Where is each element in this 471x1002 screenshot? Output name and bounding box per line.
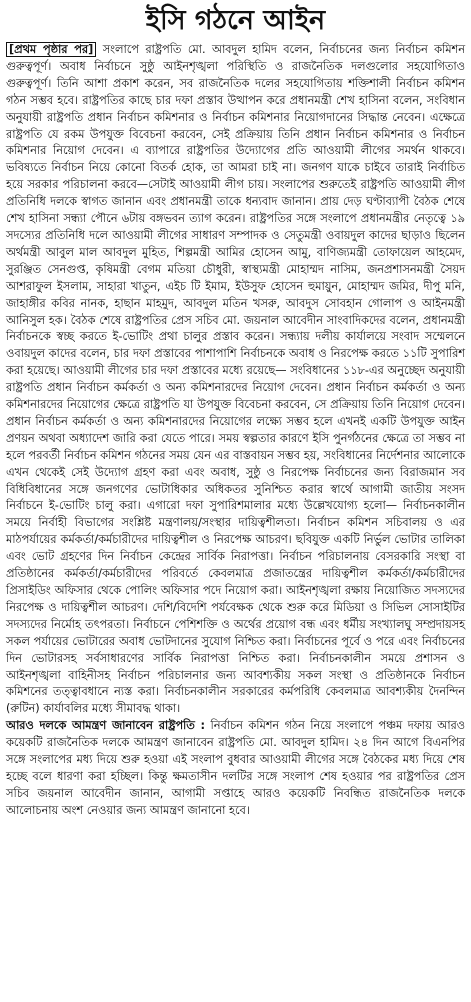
paragraph-1-text: সংলাপে রাষ্ট্রপতি মো. আবদুল হামিদ বলেন, নির্বাচনের জন্য নির্বাচন কমিশন গুরুত্বপূর্ণ। অবাধ নির্বাচনে সুষ্ঠু আইনশৃঙ্খলা পরিস্থিতি ও রাজনৈতিক দলগুলোর সহযোগিতাও গুরুত্বপূর্ণ। তিনি আশা প্রকাশ করেন, সব রাজনৈতিক দলের সহযোগিতায় শক্তিশালী নির্বাচন কমিশন গঠন সম্ভব হবে। রাষ্ট্রপতির কাছে চার দফা প্রস্তাব উত্থাপন করে প্রধানমন্ত্রী শেখ হাসিনা বলেন, সংবিধান অনুযায়ী রাষ্ট্রপতি প্রধান নির্বাচন কমিশনার ও নির্বাচন কমিশনার নিয়োগদানের সিদ্ধান্ত নেবেন। এক্ষেত্রে রাষ্ট্রপতি যে রকম উপযুক্ত বিবেচনা করবেন, সেই প্রক্রিয়ায় তিনি প্রধান নির্বাচন কমিশনার ও নির্বাচন কমিশনার নিয়োগ দেবেন। এ ব্যাপারে রাষ্ট্রপতির উদ্যোগের প্রতি আওয়ামী লীগের সমর্থন থাকবে। ভবিষ্যতে নির্বাচন নিয়ে কোনো বিতর্ক হোক, তা আমরা চাই না। জনগণ যাকে চাইবে তারাই নির্বাচিত হয়ে সরকার পরিচালনা করবে—সেটাই আওয়ামী লীগ চায়। সংলাপের শুরুতেই রাষ্ট্রপতি আওয়ামী লীগ প্রতিনিধি দলকে স্বাগত জানান এবং প্রধানমন্ত্রী তাকে ধন্যবাদ জানান। প্রায় দেড় ঘণ্টাব্যাপী বৈঠক শেষে শেখ হাসিনা সন্ধ্যা পৌনে ৬টায় বঙ্গভবন ত্যাগ করেন। রাষ্ট্রপতির সঙ্গে সংলাপে প্রধানমন্ত্রীর নেতৃত্বে ১৯ সদস্যের প্রতিনিধি দলে আওয়ামী লীগের সাধারণ সম্পাদক ও সেতুমন্ত্রী ওবায়দুল কাদের ছাড়াও ছিলেন অর্থমন্ত্রী আবুল মাল আবদুল মুহিত, শিল্পমন্ত্রী আমির হোসেন আমু, বাণিজ্যমন্ত্রী তোফায়েল আহমেদ, সুরঞ্জিত সেনগুপ্ত, কৃষিমন্ত্রী বেগম মতিয়া চৌধুরী, স্বাস্থ্যমন্ত্রী মোহাম্মদ নাসিম, জনপ্রশাসনমন্ত্রী সৈয়দ আশরাফুল ইসলাম, সাহারা খাতুন, এইচ টি ইমাম, ইউসুফ হোসেন হুমায়ুন, মোহাম্মদ জমির, দীপু মনি, জাহাঙ্গীর কবির নানক, হাছান মাহমুদ, আবদুল মতিন খসরু, আবদুস সোবহান গোলাপ ও আইনমন্ত্রী আনিসুল হক। বৈঠক শেষে রাষ্ট্রপতির প্রেস সচিব মো. জয়নাল আবেদীন সাংবাদিকদের বলেন, প্রধানমন্ত্রী নির্বাচনকে স্বচ্ছ করতে ই-ভোটিং প্রথা চালুর প্রস্তাব করেন। সন্ধ্যায় দলীয় কার্যালয়ে সংবাদ সম্মেলনে ওবায়দুল কাদের বলেন, চার দফা প্রস্তাবের পাশাপাশি নির্বাচনকে অবাধ ও নিরপেক্ষ করতে ১১টি সুপারিশ করা হয়েছে। আওয়ামী লীগের চার দফা প্রস্তাবের মধ্যে রয়েছে— সংবিধানের ১১৮-এর অনুচ্ছেদ অনুযায়ী রাষ্ট্রপতি প্রধান নির্বাচন কর্মকর্তা ও অন্য কমিশনারদের নিয়োগ দেবেন। প্রধান নির্বাচন কর্মকর্তা ও অন্য কমিশনারদের নিয়োগের ক্ষেত্রে রাষ্ট্রপতি যা উপযুক্ত বিবেচনা করবেন, সে প্রক্রিয়ায় তিনি নিয়োগ দেবেন। প্রধান নির্বাচন কর্মকর্তা ও অন্য কমিশনারদের নিয়োগের লক্ষ্যে সম্ভব হলে এখনই একটি উপযুক্ত আইন প্রণয়ন অথবা অধ্যাদেশ জারি করা যেতে পারে। সময় স্বল্পতার কারণে ইসি পুনর্গঠনের ক্ষেত্রে তা সম্ভব না হলে পরবর্তী নির্বাচন কমিশন গঠনের সময় যেন এর বাস্তবায়ন সম্ভব হয়, সংবিধানের নির্দেশনার আলোকে এখন থেকেই সেই উদ্যোগ গ্রহণ করা এবং অবাধ, সুষ্ঠু ও নিরপেক্ষ নির্বাচনের জন্য বিরাজমান সব বিধিবিধানের সঙ্গে জনগণের ভোটাধিকার অধিকতর সুনিশ্চিত করার স্বার্থে আগামী জাতীয় সংসদ নির্বাচনে ই-ভোটিং চালু করা। এগারো দফা সুপারিশমালার মধ্যে উল্লেখযোগ্য হলো— নির্বাচনকালীন সময়ে নির্বাহী বিভাগের সংশ্লিষ্ট মন্ত্রণালয়/সংস্থার দায়িত্বশীলতা। নির্বাচন কমিশন সচিবালয় ও এর মাঠপর্যায়ের কর্মকর্তা/কর্মচারীদের দায়িত্বশীল ও নিরপেক্ষ আচরণ। ছবিযুক্ত একটি নির্ভুল ভোটার তালিকা এবং ভোট গ্রহণের দিন নির্বাচন কেন্দ্রের সার্বিক নিরাপত্তা। নির্বাচন পরিচালনায় বেসরকারি সংস্থা বা প্রতিষ্ঠানের কর্মকর্তা/কর্মচারীদের পরিবর্তে কেবলমাত্র প্রজাতন্ত্রের দায়িত্বশীল কর্মকর্তা/কর্মচারীদের প্রিসাইডিং অফিসার থেকে পোলিং অফিসার পদে নিয়োগ করা। আইনশৃঙ্খলা রক্ষায় নিয়োজিত সদস্যদের নিরপেক্ষ ও দায়িত্বশীল আচরণ। দেশি/বিদেশি পর্যবেক্ষক থেকে শুরু করে মিডিয়া ও সিভিল সোসাইটির সদস্যদের নির্মোহ তৎপরতা। নির্বাচনে পেশিশক্তি ও অর্থের প্রয়োগ বন্ধ এবং ধর্মীয় সংখ্যালঘু সম্প্রদায়সহ সকল পর্যায়ের ভোটারের অবাধ ভোটদানের সুযোগ নিশ্চিত করা। নির্বাচনের পূর্বে ও পরে এবং নির্বাচনের দিন ভোটারসহ সর্বসাধারণের সার্বিক নিরাপত্তা নিশ্চিত করা। নির্বাচনকালীন সময়ে প্রশাসন ও আইনশৃঙ্খলা বাহিনীসহ নির্বাচন পরিচালনার জন্য আবশ্যকীয় সকল সংস্থা ও প্রতিষ্ঠানকে নির্বাচন কমিশনের তত্ত্বাবধানে ন্যস্ত করা। নির্বাচনকালীন সরকারের কর্মপরিধি কেবলমাত্র আবশ্যকীয় দৈনন্দিন (রুটিন) কার্যাবলির মধ্যে সীমাবদ্ধ থাকা। <box>6 43 465 716</box>
article-paragraph-2 <box>6 718 465 819</box>
article-body <box>6 42 465 820</box>
paragraph-2-text: নির্বাচন কমিশন গঠন নিয়ে সংলাপে পঞ্চম দফায় আরও কয়েকটি রাজনৈতিক দলকে আমন্ত্রণ জানাবেন রাষ্ট্রপতি মো. আবদুল হামিদ। ২৪ দিন আগে বিএনপির সঙ্গে সংলাপের মধ্য দিয়ে শুরু হওয়া এই সংলাপ বুধবার আওয়ামী লীগের সঙ্গে বৈঠকের মধ্য দিয়ে শেষ হচ্ছে বলে ধারণা করা হচ্ছিল। কিন্তু ক্ষমতাসীন দলটির সঙ্গে সংলাপ শেষ হওয়ার পর রাষ্ট্রপতির প্রেস সচিব জয়নাল আবেদীন জানান, আগামী সপ্তাহে আরও কয়েকটি নিবন্ধিত রাজনৈতিক দলকে আলোচনায় অংশ নেওয়ার জন্য আমন্ত্রণ জানানো হবে। <box>6 719 465 817</box>
continuation-tag: [প্রথম পৃষ্ঠার পর] <box>6 42 96 57</box>
headline: ইসি গঠনে আইন <box>145 5 326 36</box>
subheading: আরও দলকে আমন্ত্রণ জানাবেন রাষ্ট্রপতি : <box>6 719 206 733</box>
article-paragraph-1 <box>6 42 465 718</box>
